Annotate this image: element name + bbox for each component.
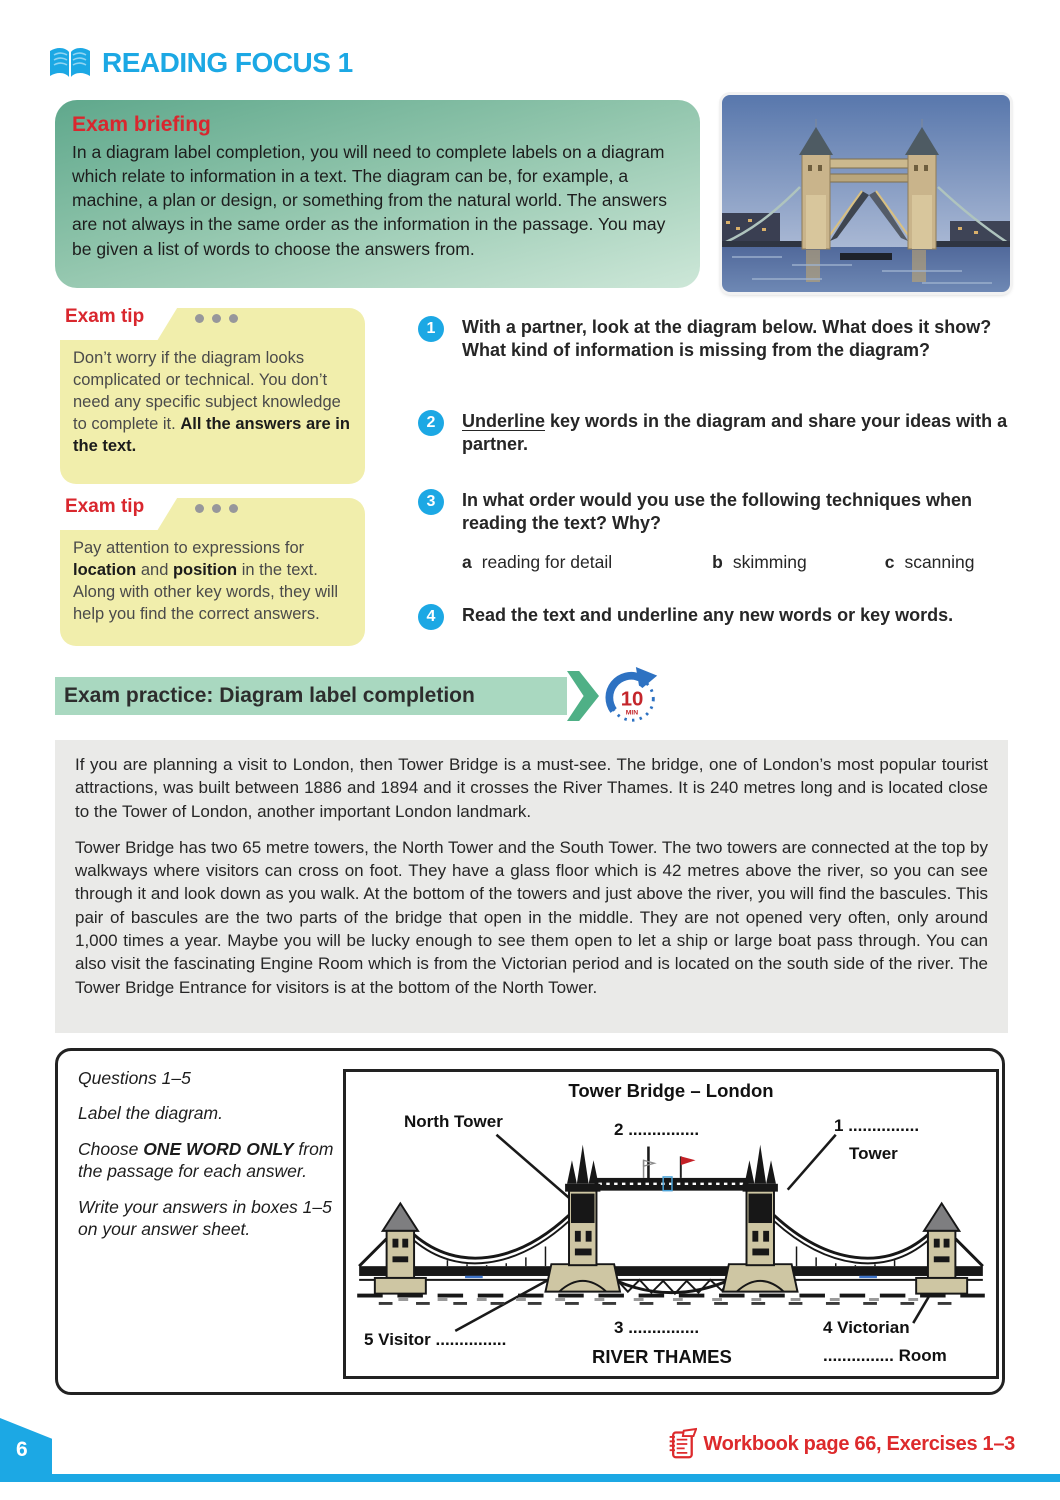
instructions-from-passage: from the passage for each answer.	[78, 1138, 334, 1182]
label-1-dotted-blank: ...............	[848, 1116, 920, 1135]
label-2-dotted-blank: ...............	[628, 1120, 700, 1139]
tower-bridge-photo	[722, 95, 1010, 292]
timer-value: 10	[620, 688, 644, 711]
label-1-number: 1	[834, 1116, 844, 1135]
option-c-letter: c	[884, 551, 895, 572]
exam-briefing-body: In a diagram label completion, you will need to complete labels on a diagram which relate to information in a text. The diagram can be, for example, a machine, a plan or design, or something from the natural world. The answers are not always in the same order as the information in the passage. You may be given a list of words to choose the answers from.	[72, 142, 667, 259]
page-number: 6	[16, 1438, 28, 1461]
label-4-word-room: Room	[898, 1346, 947, 1365]
question-3-options	[462, 552, 1018, 573]
question-4-number-badge: 4	[418, 604, 444, 630]
workbook-reference-text: Workbook page 66, Exercises 1–3	[703, 1432, 1015, 1455]
workbook-notebook-icon	[667, 1427, 697, 1461]
label-blank-5	[364, 1330, 506, 1350]
question-1-number-badge: 1	[418, 316, 444, 342]
exam-tip-1-bold: All the answers are in the text.	[73, 414, 350, 455]
exam-tip-2-text2: and	[136, 560, 173, 579]
exam-tip-2-bold2: position	[172, 560, 238, 579]
exam-briefing-title: Exam briefing	[72, 113, 211, 136]
exam-tip-2-dots-icon	[195, 504, 238, 513]
exam-tip-box-1	[60, 300, 365, 484]
option-a-letter: a	[462, 551, 472, 572]
label-blank-2	[614, 1120, 699, 1140]
exam-tip-2-bold1: location	[73, 560, 137, 579]
exam-tip-2-body	[73, 538, 355, 626]
exam-tip-2-text3: in the text. Along with other key words, they will help you find the correct answers.	[73, 560, 339, 623]
question-4	[418, 604, 1018, 627]
exam-briefing-box	[55, 100, 700, 288]
question-2	[418, 410, 1018, 457]
page-header	[48, 46, 353, 80]
question-2-rest: key words in the diagram and share your ideas with a partner.	[462, 411, 1008, 455]
label-5-dotted-blank: ...............	[435, 1330, 507, 1349]
bridge-diagram-panel	[343, 1069, 999, 1379]
option-b-label: skimming	[732, 551, 807, 572]
tower-bridge-photo-art	[722, 95, 1010, 292]
exam-practice-header	[55, 677, 567, 715]
label-blank-1	[834, 1116, 919, 1136]
question-1-text: With a partner, look at the diagram below. What does it show? What kind of information is missing from the diagram?	[462, 317, 992, 361]
label-4-dotted-blank: ...............	[823, 1346, 894, 1365]
label-blank-4: 4 Victorian	[823, 1318, 910, 1337]
passage-paragraph-1: If you are planning a visit to London, then Tower Bridge is a must-see. The bridge, one of London’s most popular tourist attractions, was built between 1886 and 1894 and it crosses the River Thames. It is 240 metres long and is located close to the Tower of London, another important London landmark.	[75, 755, 988, 821]
footer-bar	[0, 1474, 1060, 1482]
timer-10-min-icon	[601, 665, 663, 727]
instructions-answer-sheet: Write your answers in boxes 1–5 on your answer sheet.	[78, 1196, 332, 1239]
exam-tip-1-title: Exam tip	[65, 306, 145, 327]
label-3-number: 3	[614, 1318, 624, 1337]
label-north-tower: North Tower	[404, 1112, 503, 1131]
open-book-icon	[48, 46, 92, 80]
instructions-one-word	[78, 1138, 336, 1183]
timer-unit: MIN	[625, 709, 639, 717]
label-1-word-tower: Tower	[849, 1144, 898, 1163]
label-3-dotted-blank: ...............	[628, 1318, 700, 1337]
question-3-text: In what order would you use the following techniques when reading the text? Why?	[462, 490, 973, 534]
instructions-one-word-only: ONE WORD ONLY	[143, 1138, 294, 1159]
diagram-task-box	[55, 1048, 1005, 1395]
exam-tip-box-2	[60, 490, 365, 646]
label-river-thames: RIVER THAMES	[592, 1346, 732, 1367]
question-3	[418, 489, 1018, 573]
option-a-label: reading for detail	[481, 551, 613, 572]
question-4-text: Read the text and underline any new words or key words.	[462, 605, 954, 625]
label-4-room	[823, 1346, 947, 1366]
question-3-number-badge: 3	[418, 489, 444, 515]
exam-tip-1-text: Don’t worry if the diagram looks complicated or technical. You don’t need any specific subject knowledge to complete it.	[73, 349, 341, 433]
option-c-label: scanning	[904, 551, 975, 572]
question-1	[418, 316, 1018, 363]
diagram-title: Tower Bridge – London	[568, 1080, 774, 1101]
option-b-letter: b	[712, 551, 723, 572]
reading-passage	[55, 740, 1008, 1033]
label-2-number: 2	[614, 1120, 624, 1139]
exam-tip-2-text1: Pay attention to expressions for	[73, 539, 305, 557]
label-blank-3	[614, 1318, 699, 1338]
exam-tip-1-dots-icon	[195, 314, 238, 323]
instructions-label-diagram: Label the diagram.	[78, 1103, 223, 1124]
exam-practice-title: Exam practice: Diagram label completion	[64, 684, 475, 707]
chevron-right-icon	[567, 671, 599, 721]
exam-tip-2-title: Exam tip	[65, 496, 145, 517]
label-5-text: 5 Visitor	[364, 1330, 431, 1349]
instructions-choose: Choose	[78, 1138, 144, 1159]
question-2-number-badge: 2	[418, 410, 444, 436]
instructions-questions-range: Questions 1–5	[78, 1068, 191, 1088]
workbook-reference	[667, 1427, 1015, 1461]
page-title: READING FOCUS 1	[102, 47, 353, 78]
question-2-text	[462, 410, 1014, 457]
exam-tip-1-body	[73, 348, 355, 458]
question-2-underlined-word: Underline	[462, 411, 546, 431]
passage-paragraph-2: Tower Bridge has two 65 metre towers, the North Tower and the South Tower. The two towers are connected at the top by walkways where visitors can cross on foot. They have a glass floor which is 42 metres above the river, so you can see through it and look down as you walk. At the bottom of the towers and just above the river, you will find the bascules. This pair of bascules are the two parts of the bridge that open in the middle. They are not opened very often, only around 1,000 times a year. Maybe you will be lucky enough to see them open to let a ship or large boat pass through. You can also visit the fascinating Engine Room which is from the Victorian period and is located on the south side of the river. The Tower Bridge Entrance for visitors is at the bottom of the North Tower.	[75, 837, 988, 997]
task-instructions	[78, 1067, 336, 1253]
